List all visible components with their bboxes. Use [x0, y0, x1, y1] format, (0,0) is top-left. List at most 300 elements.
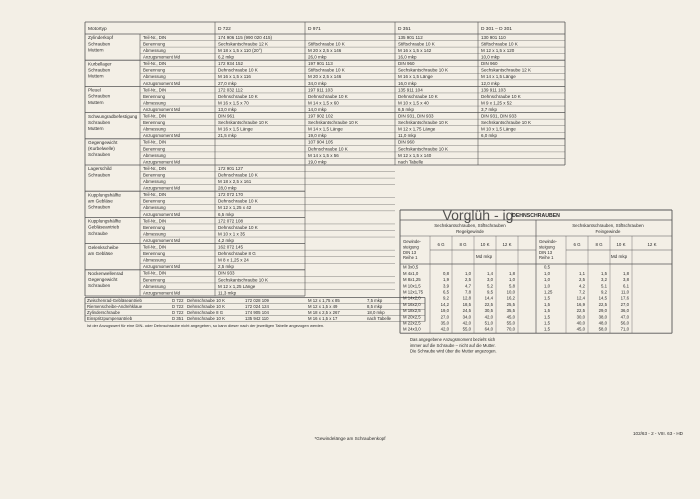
- row-label: Benennung: [143, 41, 165, 47]
- extra-dim: M 18 x 2,5 x 267: [308, 310, 340, 315]
- section-title: Zylinderkopf: [88, 35, 114, 41]
- dehn-value-right: 38,0: [598, 314, 607, 320]
- dehn-value-right: 1,8: [623, 270, 629, 276]
- dehn-fine-thread: 1,0: [544, 283, 550, 289]
- row-label: Abmessung: [143, 179, 166, 184]
- cell-d971: 26,0 mkp: [308, 54, 327, 60]
- cell-d722: DIN 961: [218, 113, 235, 119]
- cell-d351: Sechskantschraube 10 K: [398, 146, 449, 152]
- cell-d301: 10,0 mkp: [481, 54, 500, 60]
- cell-d722: 6,5 mkp: [218, 211, 235, 217]
- section-title: Schrauben: [88, 152, 111, 158]
- cell-d301: DIN 960: [481, 61, 498, 67]
- dehn-note: Das angegebene Anzugsmoment bezieht sich: [410, 337, 496, 343]
- row-label: Anzugsmoment Md: [143, 80, 181, 86]
- dehn-value-left: 19,0: [440, 308, 449, 314]
- row-label: Teil-Nr., DIN: [143, 192, 167, 198]
- cell-d301: Stiftschraube 10 K: [481, 41, 518, 47]
- cell-d722: Dehnschraube 10 K: [218, 67, 258, 73]
- cell-d971: M 14 x 1,5 Länge: [308, 126, 343, 132]
- dehn-thread: M 10x1,5: [403, 283, 421, 289]
- cell-d971: 107 904 105: [308, 139, 334, 145]
- cell-d722: 162 072 145: [218, 244, 244, 250]
- cell-d722: 13,0 mkp: [218, 106, 237, 112]
- row-label: Teil-Nr., DIN: [143, 270, 167, 276]
- section-title: Schraube: [88, 230, 108, 236]
- cell-d351: M 16 x 1,5 x 142: [398, 48, 432, 53]
- cell-d301: M 12 x 1,5 x 120: [481, 48, 515, 53]
- section-title: Muttern: [88, 47, 104, 53]
- dehn-value-right: 27,0: [620, 301, 629, 307]
- dehn-value-left: 4,7: [465, 283, 471, 289]
- dehn-value-right: 1,1: [579, 270, 585, 276]
- row-label: Benennung: [143, 120, 165, 126]
- row-label: Abmessung: [143, 283, 166, 289]
- cell-d971: 197 911 103: [308, 87, 333, 93]
- dehn-value-right: 47,0: [620, 314, 629, 320]
- section-title: Gegengewicht: [88, 140, 118, 145]
- cell-d301: M 9 x 1,25 x 52: [481, 100, 512, 106]
- extra-part: 172 024 124: [245, 304, 269, 309]
- dehn-gew-label-right: steigung: [539, 244, 555, 250]
- dehn-grade-left: 8 G: [459, 242, 467, 247]
- dehn-value-left: 25,5: [506, 301, 515, 307]
- dehn-value-right: 29,0: [598, 308, 607, 314]
- extra-type: Dehnschraube 10 K: [187, 298, 225, 303]
- cell-d351: M 12 x 1,75 Länge: [398, 126, 436, 132]
- dehn-fine-thread: 0,5: [544, 264, 550, 270]
- extra-name: Riemenscheibe-Andrehklaue: [87, 304, 143, 309]
- cell-d722: Sechskantschraube 10 K: [218, 277, 269, 283]
- row-label: Benennung: [143, 277, 165, 283]
- row-label: Anzugsmoment Md: [143, 159, 181, 165]
- dehn-md-right: Md mkp: [610, 254, 628, 259]
- bottom-note: *Gewindelänge am Schraubenkopf: [314, 436, 386, 441]
- cell-d722: M 18 x 2,5 x 161: [218, 179, 252, 184]
- dehn-value-left: 35,0: [440, 320, 449, 326]
- extra-dim: M 12 x 1,75 x 85: [308, 298, 340, 303]
- dehn-value-left: 30,5: [484, 308, 493, 314]
- dehn-left-header: Sechskantschrauben, Stiftschrauben: [434, 223, 506, 228]
- dehn-value-left: 45,0: [506, 314, 515, 320]
- cell-d351: 16,0 mkp: [398, 80, 417, 86]
- dehn-grade-left: 10 K: [480, 242, 490, 247]
- cell-d722: M 18 x 1,5 x 110 (20°): [218, 48, 262, 53]
- dehn-value-left: 9,2: [443, 295, 449, 301]
- cell-d722: 11,3 mkp: [218, 290, 237, 296]
- header-d971: D 971: [308, 27, 321, 32]
- row-label: Anzugsmoment Md: [143, 185, 181, 191]
- cell-d351: 11,0 mkp: [398, 133, 417, 139]
- cell-d351: M 16 x 1,5 Länge: [398, 74, 433, 80]
- dehn-value-left: 64,0: [484, 326, 493, 332]
- row-label: Anzugsmoment Md: [143, 211, 181, 217]
- cell-d722: 172 072 108: [218, 218, 244, 224]
- cell-d722: 2,5 mkp: [218, 264, 235, 270]
- cell-d301: Sechskantschraube 12 K: [481, 67, 532, 73]
- dehn-value-right: 58,0: [598, 326, 607, 332]
- section-title: Schwungradbefestigung: [88, 113, 138, 119]
- section-title: Schrauben: [88, 67, 111, 73]
- section-title: Kurbellager: [88, 61, 112, 67]
- cell-d971: 34,0 mkp: [308, 80, 327, 86]
- row-label: Abmessung: [143, 231, 166, 237]
- dehn-value-right: 1,5: [601, 270, 607, 276]
- dehn-value-right: 71,0: [620, 326, 629, 332]
- dehn-value-left: 3,0: [487, 277, 493, 283]
- dehn-md-left: Md mkp: [475, 254, 493, 259]
- cell-d301: 3,7 mkp: [481, 106, 498, 112]
- cell-d351: DIN 960: [398, 139, 415, 145]
- dehn-value-left: 55,0: [506, 320, 515, 326]
- dehn-value-left: 1,8: [509, 270, 515, 276]
- row-label: Abmessung: [143, 205, 166, 211]
- dehn-fine-thread: 1,5: [544, 320, 550, 326]
- row-label: Abmessung: [143, 100, 166, 106]
- cell-d722: 27,0 mkp: [218, 80, 237, 86]
- section-title: Nockenwellenrad: [88, 271, 124, 276]
- dehn-value-left: 22,5: [484, 301, 493, 307]
- dehn-thread: M 16x2,0: [403, 301, 421, 307]
- cell-d301: 130 901 110: [481, 34, 506, 40]
- cell-d971: Sechskantschraube 10 K: [308, 120, 359, 126]
- dehn-note: immer auf die Schraube – nicht auf die Mutter.: [410, 342, 496, 348]
- section-title: Kupplungshälfte: [88, 192, 121, 198]
- cell-d351: 6,5 mkp: [398, 106, 415, 112]
- cell-d351: DIN 960: [398, 61, 415, 67]
- dehn-gew-label-right: DIN 13: [539, 249, 553, 255]
- cell-d722: M 12 x 1,25 Länge: [218, 283, 256, 289]
- dehn-gew-label: steigung: [403, 244, 419, 250]
- cell-d351: nach Tabelle: [398, 159, 424, 165]
- dehn-fine-thread: 1,0: [544, 277, 550, 283]
- dehn-fine-thread: 1,0: [544, 270, 550, 276]
- cell-d722: M 16 x 1,5 Länge: [218, 126, 253, 132]
- cell-d722: M 10 x 1 x 35: [218, 231, 246, 237]
- dehn-value-left: 1,4: [487, 270, 493, 276]
- row-label: Abmessung: [143, 152, 166, 158]
- row-label: Teil-Nr., DIN: [143, 87, 167, 93]
- row-label: Benennung: [143, 146, 165, 152]
- dehn-fine-thread: 1,5: [544, 308, 550, 314]
- dehn-grade-left: 6 G: [437, 242, 445, 247]
- dehn-note: Die Schraube wird über die Mutter angezogen.: [410, 348, 497, 354]
- cell-d301: 139 911 103: [481, 87, 506, 93]
- row-label: Anzugsmoment Md: [143, 106, 181, 112]
- dehn-value-left: 18,5: [462, 301, 471, 307]
- extra-part: 135 942 110: [245, 316, 269, 321]
- cell-d722: Dehnschraube 8 G: [218, 251, 256, 257]
- dehn-value-left: 34,0: [462, 314, 471, 320]
- cell-d351: Dehnschraube 10 K: [398, 93, 438, 99]
- dehn-title: DEHNSCHRAUBEN: [512, 213, 560, 219]
- dehn-value-right: 48,0: [598, 320, 607, 326]
- extra-motor: D 722: [172, 304, 184, 309]
- cell-d971: M 20 x 2,5 x 146: [308, 74, 342, 80]
- cell-d722: DIN 933: [218, 270, 235, 276]
- extra-torque: 18,0 mkp: [367, 310, 385, 315]
- dehn-value-left: 3,9: [443, 283, 449, 289]
- dehn-value-left: 70,0: [506, 326, 515, 332]
- row-label: Teil-Nr., DIN: [143, 113, 167, 119]
- cell-d971: Stiftschraube 10 K: [308, 67, 345, 73]
- dehn-fine-thread: 1,5: [544, 295, 550, 301]
- dehn-thread: M 22x2,5: [403, 320, 421, 326]
- dehn-value-left: 24,5: [462, 308, 471, 314]
- cell-d301: 12,0 mkp: [481, 80, 500, 86]
- cell-d971: Dehnschraube 10 K: [308, 146, 348, 152]
- dehn-right-header: Sechskantschrauben, Stiftschrauben: [572, 223, 644, 228]
- extra-torque: 7,5 mkp: [367, 298, 383, 303]
- extra-dim: M 12 x 1,5 x 49: [308, 304, 338, 309]
- cell-d971: 14,0 mkp: [308, 106, 327, 112]
- extra-type: Dehnschraube 10 K: [187, 316, 225, 321]
- cell-d351: 135 911 104: [398, 87, 423, 93]
- dehn-value-right: 4,2: [579, 283, 585, 289]
- cell-d301: Dehnschraube 10 K: [481, 93, 521, 99]
- cell-d722: Sechskantschraube 12 K: [218, 41, 269, 47]
- header-motortyp: Motortyp: [88, 27, 107, 32]
- dehn-value-left: 0,8: [443, 270, 449, 276]
- row-label: Abmessung: [143, 48, 166, 53]
- cell-d722: 174 906 115 (990 020 415): [218, 34, 272, 40]
- row-label: Teil-Nr., DIN: [143, 61, 167, 67]
- cell-d351: Sechskantschraube 10 K: [398, 67, 449, 73]
- dehn-value-left: 14,2: [440, 301, 449, 307]
- cell-d722: 4,2 mkp: [218, 237, 235, 243]
- cell-d301: Sechskantschraube 10 K: [481, 120, 532, 126]
- row-label: Benennung: [143, 172, 165, 178]
- row-label: Teil-Nr., DIN: [143, 139, 167, 145]
- dehn-right-header: Feingewinde: [595, 229, 621, 234]
- section-title: Schrauben: [88, 119, 111, 125]
- dehn-value-right: 14,5: [598, 295, 607, 301]
- dehn-value-left: 1,0: [465, 270, 471, 276]
- cell-d971: M 20 x 2,5 x 146: [308, 48, 342, 53]
- cell-d722: 6,2 mkp: [218, 54, 235, 60]
- dehn-value-left: 42,0: [440, 326, 449, 332]
- header-d722: D 722: [218, 27, 231, 32]
- section-title: (Kurbelwelle): [88, 146, 115, 152]
- dehn-thread: M 4x1,0: [403, 270, 419, 276]
- dehn-value-right: 11,0: [620, 289, 629, 295]
- section-title: Schrauben: [88, 283, 111, 289]
- extra-name: Zwischenrad-Gebläseantrieb: [87, 298, 142, 303]
- extra-motor: D 351: [172, 316, 184, 321]
- dehn-gew-label: Gewinde-: [403, 239, 421, 244]
- dehn-value-left: 35,5: [506, 308, 515, 314]
- section-title: Schrauben: [88, 204, 111, 210]
- cell-d722: 21,5 mkp: [218, 133, 237, 139]
- cell-d722: M 12 x 1,25 x 42: [218, 205, 252, 211]
- cell-d351: Stiftschraube 10 K: [398, 41, 435, 47]
- dehn-value-left: 7,8: [465, 289, 471, 295]
- table-text: [87, 26, 684, 441]
- dehn-thread: M 8x1,25: [403, 277, 421, 283]
- extra-part: 172 028 109: [245, 298, 269, 303]
- section-title: am Gebläse: [88, 250, 113, 256]
- cell-d301: M 10 x 1,5 Länge: [481, 126, 516, 132]
- cell-d722: Sechskantschraube 10 K: [218, 120, 269, 126]
- section-title: Gelenkscheibe: [88, 244, 119, 250]
- dehn-fine-thread: 1,5: [544, 326, 550, 332]
- dehn-value-right: 12,4: [576, 295, 585, 301]
- cell-d351: M 10 x 1,5 x 40: [398, 100, 429, 106]
- cell-d971: 197 902 102: [308, 113, 334, 119]
- dehn-value-right: 3,8: [623, 277, 629, 283]
- dehn-value-right: 17,6: [620, 295, 629, 301]
- row-label: Benennung: [143, 93, 165, 99]
- dehn-grade-right: 8 G: [595, 242, 603, 247]
- row-label: Benennung: [143, 198, 165, 204]
- cell-d722: 172 072 170: [218, 192, 244, 198]
- dehn-value-left: 2,5: [465, 277, 471, 283]
- section-title: Schrauben: [88, 172, 111, 178]
- section-title: Muttern: [88, 99, 104, 105]
- cell-d971: M 14 x 1,5 x 60: [308, 100, 339, 106]
- dehn-gew-label: DIN 13: [403, 249, 417, 255]
- dehn-gew-label: Reihe 1: [403, 255, 418, 261]
- row-label: Teil-Nr., DIN: [143, 34, 167, 40]
- dehn-grade-left: 12 K: [502, 242, 512, 247]
- dehn-value-left: 42,0: [462, 320, 471, 326]
- dehn-thread: M 14x2,0: [403, 295, 421, 301]
- row-label: Abmessung: [143, 257, 166, 263]
- dehn-thread: M 20x2,5: [403, 314, 421, 320]
- dehn-thread: M 3x0,5: [403, 264, 419, 270]
- dehn-value-right: 6,1: [623, 283, 629, 289]
- cell-d722: 172 901 127: [218, 165, 244, 171]
- dehn-value-left: 5,8: [509, 283, 515, 289]
- dehn-value-left: 27,0: [440, 314, 449, 320]
- cell-d971: Dehnschraube 10 K: [308, 93, 348, 99]
- dehn-value-right: 45,0: [576, 326, 585, 332]
- dehn-gew-label-right: Reihe 1: [539, 255, 554, 261]
- dehn-value-right: 36,0: [620, 308, 629, 314]
- row-label: Anzugsmoment Md: [143, 237, 181, 243]
- section-title: Kupplungshälfte: [88, 218, 121, 224]
- section-title: Pleuel: [88, 87, 101, 93]
- dehn-value-left: 51,0: [484, 320, 493, 326]
- cell-d722: M 8 x 1,25 x 24: [218, 257, 249, 263]
- dehn-grade-right: 10 K: [616, 242, 626, 247]
- cell-d722: M 16 x 1,5 x 116: [218, 74, 251, 80]
- dehn-gew-label-right: Gewinde-: [539, 239, 557, 244]
- dehn-thread: M 24x3,0: [403, 326, 421, 332]
- dehn-value-left: 14,4: [484, 295, 493, 301]
- dehn-fine-thread: 1,25: [544, 289, 553, 295]
- row-label: Anzugsmoment Md: [143, 264, 181, 270]
- page-code: 102/63 - 2 - VIII. 63 - HD: [632, 431, 683, 436]
- dehn-value-right: 5,1: [601, 283, 607, 289]
- dehn-value-right: 16,9: [576, 301, 585, 307]
- cell-d971: 19,0 mkp: [308, 159, 327, 165]
- dehn-value-left: 10,0: [506, 289, 515, 295]
- section-title: Gegengewicht: [88, 277, 118, 283]
- extra-motor: D 722: [172, 310, 184, 315]
- dehn-thread: M 12x1,75: [403, 289, 424, 295]
- cell-d301: M 14 x 1,5 Länge: [481, 74, 516, 80]
- extra-motor: D 722: [172, 298, 184, 303]
- dehn-thread: M 18x2,5: [403, 308, 421, 314]
- row-label: Anzugsmoment Md: [143, 290, 181, 296]
- extra-torque: 8,5 mkp: [367, 304, 383, 309]
- dehn-value-right: 22,5: [598, 301, 607, 307]
- cell-d971: 19,0 mkp: [308, 133, 327, 139]
- dehn-value-left: 12,8: [462, 295, 471, 301]
- dehn-value-left: 42,0: [484, 314, 493, 320]
- row-label: Benennung: [143, 67, 165, 73]
- dehn-value-left: 5,2: [487, 283, 493, 289]
- row-label: Abmessung: [143, 74, 166, 80]
- cell-d722: 28,0 mkp: [218, 185, 237, 191]
- cell-d722: 172 032 112: [218, 87, 243, 93]
- extra-torque: nach Tabelle: [367, 316, 392, 321]
- section-title: am Gebläse: [88, 198, 113, 204]
- dehn-value-right: 9,2: [601, 289, 607, 295]
- cell-d301: 6,0 mkp: [481, 133, 498, 139]
- dehn-grade-right: 6 G: [573, 242, 581, 247]
- dehn-grade-right: 12 K: [647, 242, 657, 247]
- row-label: Teil-Nr., DIN: [143, 165, 167, 171]
- row-label: Anzugsmoment Md: [143, 133, 181, 139]
- cell-d971: M 14 x 1,5 x 56: [308, 152, 339, 158]
- section-title: Schrauben: [88, 93, 111, 99]
- section-title: Gebläseantrieb: [88, 224, 120, 230]
- watermark-text: Vorglüh - ig: [442, 207, 514, 223]
- header-d351: D 351: [398, 27, 411, 32]
- dehn-value-right: 3,2: [601, 277, 607, 283]
- row-label: Benennung: [143, 224, 165, 230]
- row-label: Teil-Nr., DIN: [143, 218, 167, 224]
- cell-d722: Dehnschraube 10 K: [218, 198, 258, 204]
- dehn-value-right: 30,0: [576, 314, 585, 320]
- cell-d722: Dehnschraube 10 K: [218, 93, 258, 99]
- row-label: Anzugsmoment Md: [143, 54, 181, 60]
- cell-d351: DIN 931, DIN 933: [398, 113, 434, 119]
- dehn-fine-thread: 1,5: [544, 301, 550, 307]
- cell-d351: 16,0 mkp: [398, 54, 417, 60]
- cell-d351: Sechskantschraube 10 K: [398, 120, 449, 126]
- cell-d971: 197 901 113: [308, 61, 333, 67]
- section-title: Lagerschild: [88, 166, 112, 172]
- dehn-value-left: 55,0: [462, 326, 471, 332]
- row-label: Abmessung: [143, 126, 166, 132]
- dehn-value-right: 56,0: [620, 320, 629, 326]
- cell-d351: 135 901 112: [398, 34, 423, 40]
- extra-part: 174 905 104: [245, 310, 269, 315]
- dehn-value-right: 7,2: [579, 289, 585, 295]
- section-title: Muttern: [88, 126, 104, 131]
- dehn-left-header: Regelgewinde: [456, 229, 484, 234]
- section-title: Muttern: [88, 73, 104, 79]
- cell-d722: 172 934 152: [218, 61, 244, 67]
- extra-name: Zylinderschraube: [87, 310, 120, 315]
- extra-dim: M 16 x 1,5 x 17: [308, 316, 338, 321]
- dehn-value-left: 1,9: [443, 277, 449, 283]
- dehn-value-left: 6,5: [443, 289, 449, 295]
- cell-d722: M 16 x 1,5 x 70: [218, 100, 249, 106]
- row-label: Teil-Nr., DIN: [143, 244, 167, 250]
- dehn-value-left: 16,2: [506, 295, 515, 301]
- cell-d301: DIN 931, DIN 933: [481, 113, 517, 119]
- dehn-value-left: 9,5: [487, 289, 493, 295]
- extra-name: Einspritzpumpenantrieb: [87, 316, 133, 321]
- cell-d971: Stiftschraube 10 K: [308, 41, 345, 47]
- dehn-value-left: 1,0: [509, 277, 515, 283]
- dehn-value-right: 2,5: [579, 277, 585, 283]
- extra-type: Dehnschraube 10 K: [187, 304, 225, 309]
